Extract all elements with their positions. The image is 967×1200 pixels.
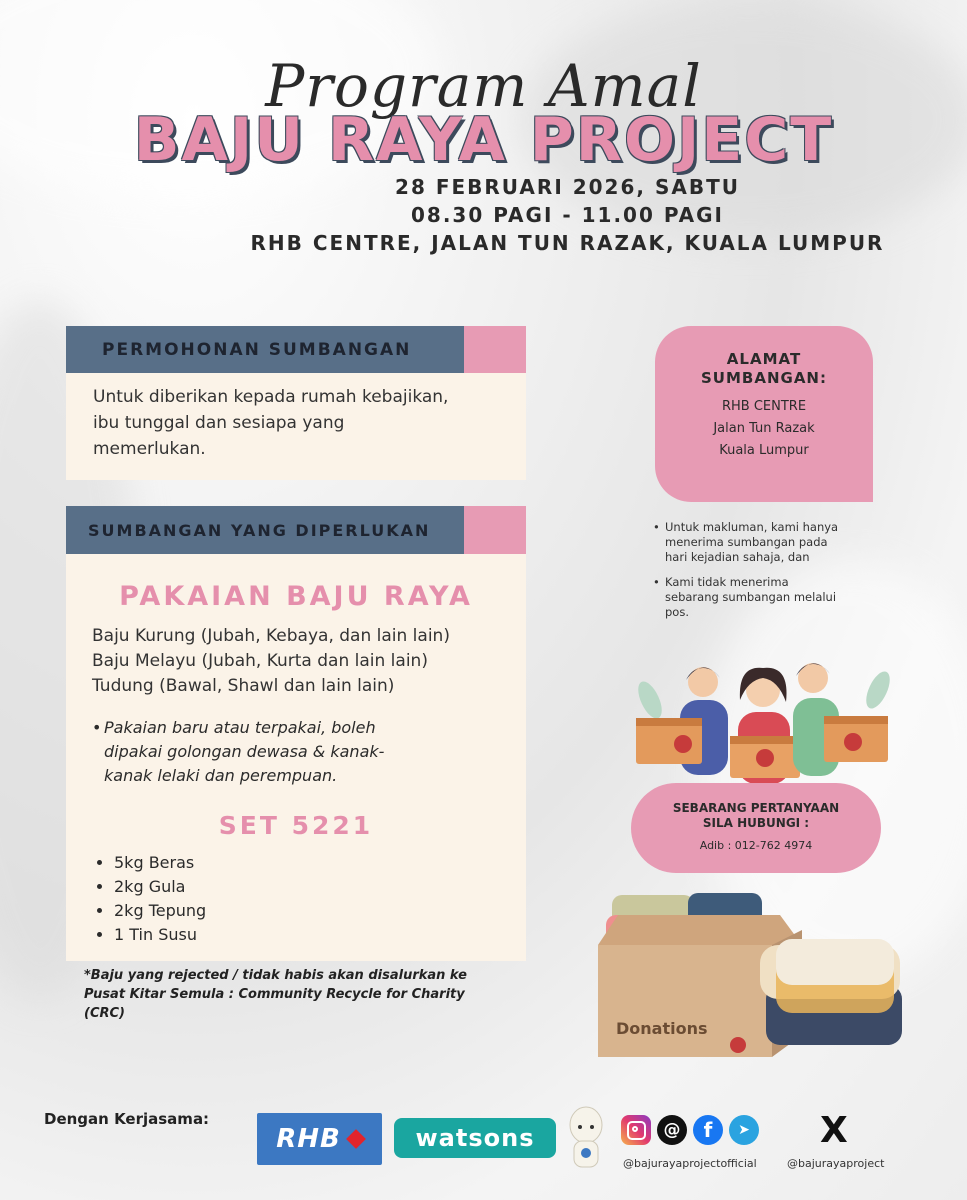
text-line: dipakai golongan dewasa & kanak- xyxy=(104,742,385,761)
mascot-icon xyxy=(566,1103,606,1173)
script-title: Program Amal xyxy=(265,52,702,120)
section-title-set: SET 5221 xyxy=(218,811,374,840)
pakaian-list xyxy=(92,624,450,699)
list-item: • 5kg Beras xyxy=(114,851,206,875)
text-line: *Baju yang rejected / tidak habis akan disalurkan ke xyxy=(84,968,467,983)
list-item: Baju Kurung (Jubah, Kebaya, dan lain lain) xyxy=(92,626,450,646)
contact-card xyxy=(631,783,881,873)
text-line: pos. xyxy=(665,605,689,619)
permohonan-text xyxy=(93,384,448,462)
section-title-pakaian: PAKAIAN BAJU RAYA xyxy=(119,581,473,612)
social-handle-x[interactable]: @bajurayaproject xyxy=(787,1157,885,1170)
address-heading: ALAMAT xyxy=(726,350,802,368)
address-line: Jalan Tun Razak xyxy=(713,421,815,436)
address-card xyxy=(655,326,873,502)
text-line: ibu tunggal dan sesiapa yang xyxy=(93,413,345,433)
bullet: • xyxy=(92,718,102,737)
address-line: Kuala Lumpur xyxy=(719,443,809,458)
text-line: menerima sumbangan pada xyxy=(665,535,828,549)
donation-box-illustration xyxy=(580,885,910,1065)
diperlukan-heading-text: SUMBANGAN YANG DIPERLUKAN xyxy=(88,520,431,540)
bullet: • xyxy=(653,520,660,534)
contact-heading: SEBARANG PERTANYAAN xyxy=(672,801,840,815)
text-line: Untuk makluman, kami hanya xyxy=(665,520,839,534)
x-icon[interactable]: X xyxy=(820,1110,848,1151)
note-1 xyxy=(653,520,875,565)
volunteers-illustration xyxy=(628,650,898,790)
rhb-diamond-icon xyxy=(346,1129,366,1149)
contact-heading: SILA HUBUNGI : xyxy=(702,816,810,830)
telegram-icon[interactable]: ➤ xyxy=(729,1115,759,1145)
event-date: 28 FEBRUARI 2026, SABTU xyxy=(395,175,740,199)
list-item: Tudung (Bawal, Shawl dan lain lain) xyxy=(92,676,395,696)
list-item: Baju Melayu (Jubah, Kurta dan lain lain) xyxy=(92,651,428,671)
social-icons xyxy=(621,1115,759,1145)
footer-label: Dengan Kerjasama: xyxy=(44,1110,210,1128)
page-title: BAJU RAYA PROJECT xyxy=(133,105,834,175)
note-2 xyxy=(653,575,875,620)
list-item: • 2kg Gula xyxy=(114,875,206,899)
text-line: Pusat Kitar Semula : Community Recycle for Charity xyxy=(84,987,465,1002)
event-venue: RHB CENTRE, JALAN TUN RAZAK, KUALA LUMPUR xyxy=(250,231,885,255)
social-handle-official[interactable]: @bajurayaprojectofficial xyxy=(623,1157,757,1170)
text-line: memerlukan. xyxy=(93,439,206,459)
threads-icon[interactable]: @ xyxy=(657,1115,687,1145)
donation-box-label: Donations xyxy=(616,1019,708,1038)
list-item: • 2kg Tepung xyxy=(114,899,206,923)
text-line: sebarang sumbangan melalui xyxy=(665,590,837,604)
set-list xyxy=(92,851,206,947)
pakaian-note xyxy=(92,716,454,788)
watsons-logo xyxy=(394,1118,556,1158)
instagram-icon[interactable] xyxy=(621,1115,651,1145)
text-line: Untuk diberikan kepada rumah kebajikan, xyxy=(93,387,449,407)
facebook-icon[interactable]: f xyxy=(693,1115,723,1145)
contact-person[interactable]: Adib : 012-762 4974 xyxy=(699,839,813,852)
rhb-logo xyxy=(257,1113,382,1165)
text-line: hari kejadian sahaja, dan xyxy=(665,550,810,564)
address-heading: SUMBANGAN: xyxy=(701,369,827,387)
heading-accent xyxy=(464,326,526,373)
diperlukan-heading xyxy=(66,506,464,554)
rhb-logo-text: RHB xyxy=(276,1124,341,1154)
watsons-logo-text: watsons xyxy=(415,1124,535,1152)
text-line: (CRC) xyxy=(84,1006,125,1021)
heading-accent xyxy=(464,506,526,554)
bullet: • xyxy=(653,575,660,589)
text-line: kanak lelaki dan perempuan. xyxy=(104,766,338,785)
text-line: Pakaian baru atau terpakai, boleh xyxy=(104,718,376,737)
permohonan-heading-text: PERMOHONAN SUMBANGAN xyxy=(102,339,412,360)
footnote xyxy=(84,966,467,1023)
text-line: Kami tidak menerima xyxy=(665,575,789,589)
event-time: 08.30 PAGI - 11.00 PAGI xyxy=(411,203,724,227)
address-line: RHB CENTRE xyxy=(721,399,807,414)
list-item: • 1 Tin Susu xyxy=(114,923,206,947)
permohonan-heading xyxy=(66,326,464,373)
